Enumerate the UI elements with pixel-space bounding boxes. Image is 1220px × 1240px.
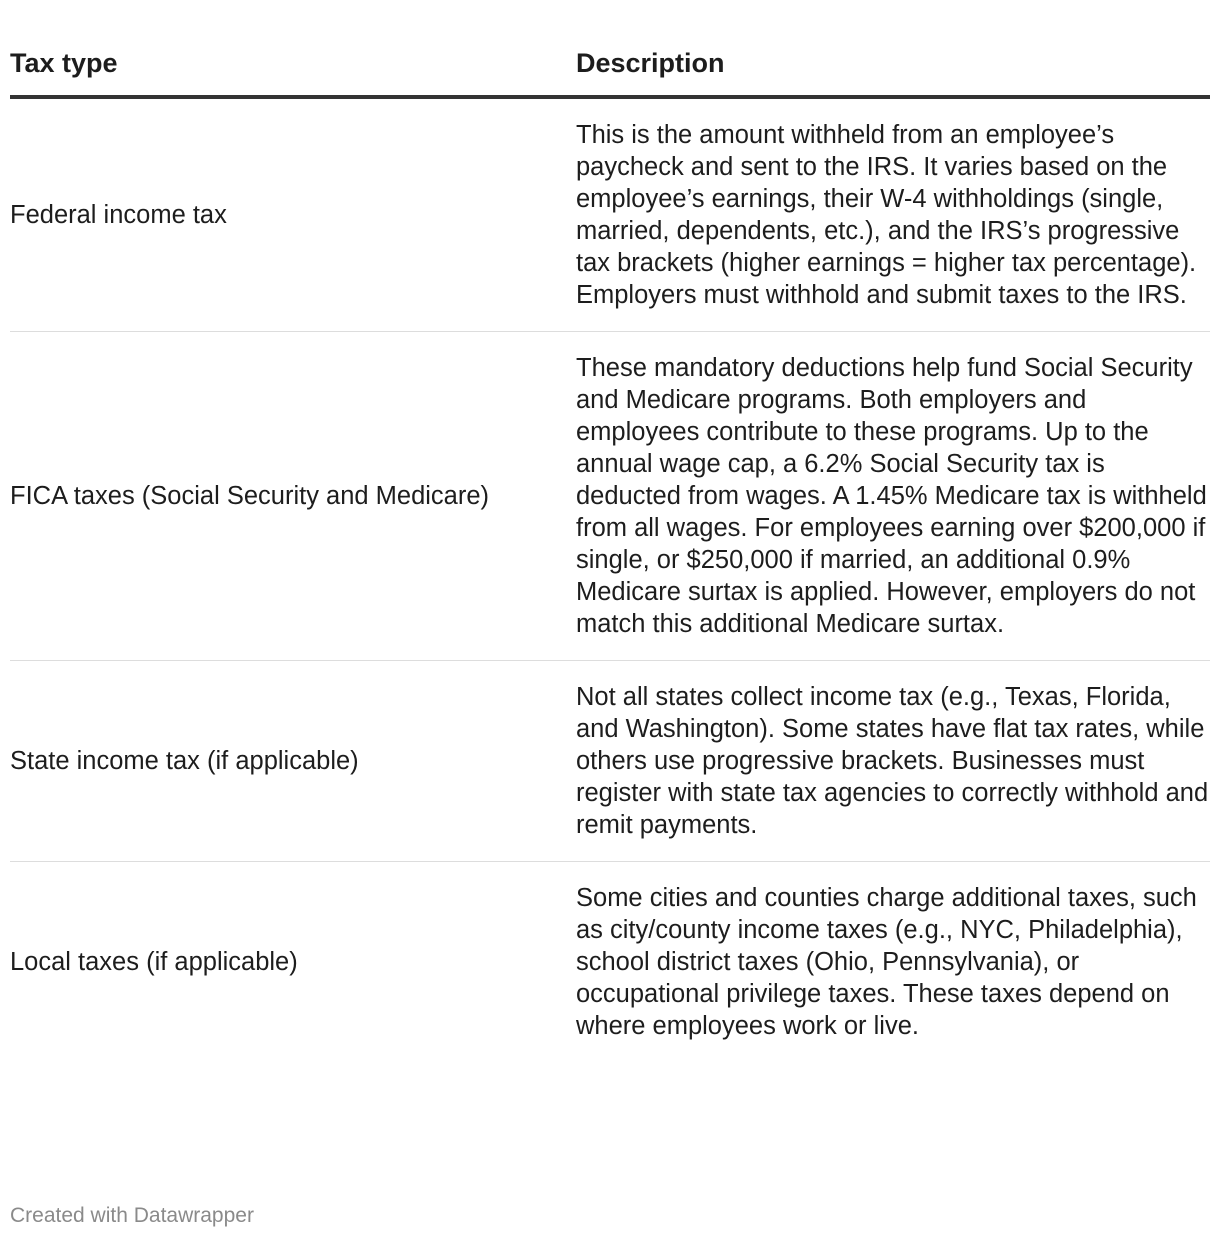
tax-types-table — [10, 36, 1210, 1062]
description-cell: Some cities and counties charge additional taxes, such as city/county income taxes (e.g., NYC, Philadelphia), school district taxes (Ohio, Pennsylvania), or occupational privilege taxes. These taxes depend on where employees work or live. — [576, 884, 1197, 1040]
table-row — [10, 332, 1210, 661]
description-cell: These mandatory deductions help fund Social Security and Medicare programs. Both employers and employees contribute to these programs. Up to the annual wage cap, a 6.2% Social Security tax is deducted from wages. A 1.45% Medicare tax is withheld from all wages. For employees earning over $200,000 if single, or $250,000 if married, an additional 0.9% Medicare surtax is applied. However, employers do not match this additional Medicare surtax. — [576, 332, 1210, 661]
description-cell: Not all states collect income tax (e.g., Texas, Florida, and Washington). Some states have flat tax rates, while others use progressive brackets. Businesses must register with state tax agencies to correctly withhold and remit payments. — [576, 661, 1210, 862]
table-row — [10, 97, 1210, 332]
tax-type-cell: Local taxes (if applicable) — [10, 948, 298, 976]
column-header-tax-type[interactable]: Tax type — [10, 36, 576, 97]
table-row — [10, 661, 1210, 862]
datawrapper-credit-link[interactable]: Created with Datawrapper — [10, 1204, 254, 1227]
column-header-description[interactable]: Description — [576, 36, 1210, 97]
description-cell: This is the amount withheld from an employee’s paycheck and sent to the IRS. It varies based on the employee’s earnings, their W-4 withholdings (single, married, dependents, etc.), and the IRS’s progressive tax brackets (higher earnings = higher tax percentage). Employers must withhold and submit taxes to the IRS. — [576, 97, 1210, 332]
table-row — [10, 862, 1210, 1063]
tax-type-cell: FICA taxes (Social Security and Medicare) — [10, 332, 576, 661]
tax-type-cell: State income tax (if applicable) — [10, 661, 576, 862]
tax-type-cell: Federal income tax — [10, 97, 576, 332]
table-header-row — [10, 36, 1210, 97]
